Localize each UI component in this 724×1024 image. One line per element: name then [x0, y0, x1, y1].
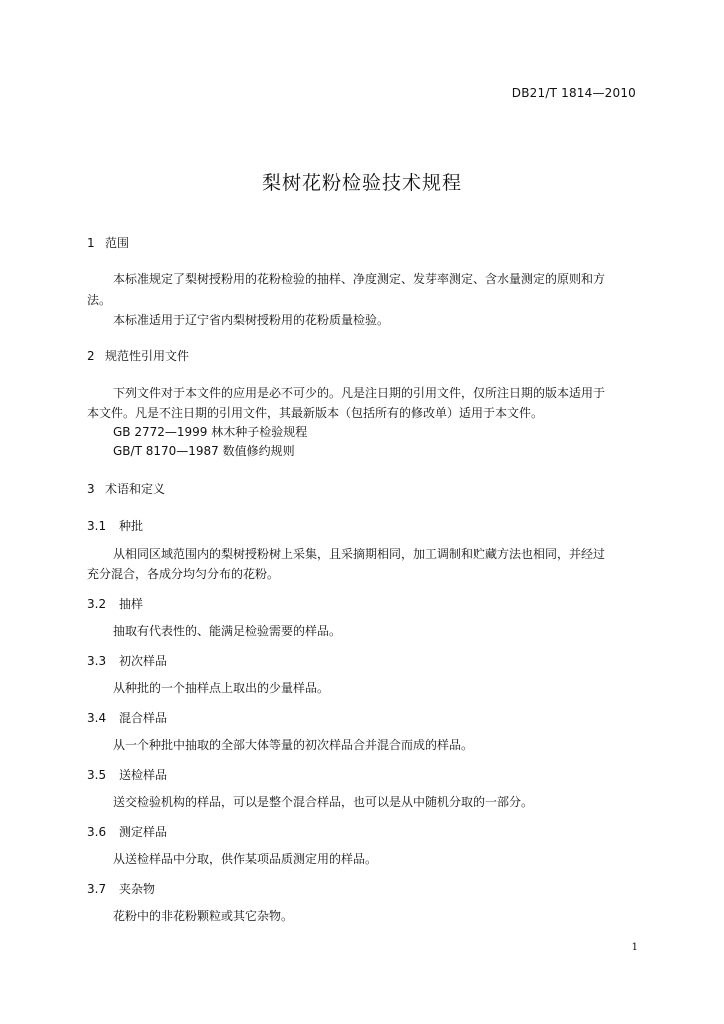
section-2-ref1: GB 2772—1999 林木种子检验规程 — [113, 425, 308, 439]
term-3-1-line2: 充分混合，各成分均匀分布的花粉。 — [87, 567, 280, 581]
section-2-heading — [87, 347, 189, 365]
section-heading-text: 规范性引用文件 — [105, 349, 190, 363]
term-number: 3.4 — [87, 711, 107, 725]
section-2-para-line2: 本文件。凡是不注日期的引用文件，其最新版本（包括所有的修改单）适用于本文件。 — [87, 406, 544, 420]
term-3-4-line1: 从一个种批中抽取的全部大体等量的初次样品合并混合而成的样品。 — [113, 738, 474, 752]
term-3-3-heading — [87, 652, 167, 670]
term-3-7-line1: 花粉中的非花粉颗粒或其它杂物。 — [113, 909, 294, 923]
term-number: 3.2 — [87, 597, 107, 611]
section-number: 2 — [87, 349, 95, 363]
term-heading-text: 送检样品 — [119, 768, 168, 782]
term-heading-text: 抽样 — [119, 597, 144, 611]
document-title: 梨树花粉检验技术规程 — [261, 172, 462, 194]
term-3-3-line1: 从种批的一个抽样点上取出的少量样品。 — [113, 681, 330, 695]
header-code: DB21/T 1814—2010 — [511, 86, 636, 100]
term-heading-text: 种批 — [119, 519, 144, 533]
section-1-para1-line2: 法。 — [87, 293, 112, 307]
section-1-para1-line1: 本标准规定了梨树授粉用的花粉检验的抽样、净度测定、发芽率测定、含水量测定的原则和方 — [113, 272, 606, 286]
term-3-6-line1: 从送检样品中分取，供作某项品质测定用的样品。 — [113, 852, 378, 866]
page-number: 1 — [631, 942, 638, 953]
term-number: 3.3 — [87, 654, 107, 668]
term-3-2-line1: 抽取有代表性的、能满足检验需要的样品。 — [113, 624, 342, 638]
section-heading-text: 术语和定义 — [105, 482, 166, 496]
section-2-para-line1: 下列文件对于本文件的应用是必不可少的。凡是注日期的引用文件，仅所注日期的版本适用于 — [113, 386, 606, 400]
term-3-5-heading — [87, 766, 167, 784]
term-3-6-heading — [87, 823, 167, 841]
term-3-1-line1: 从相同区域范围内的梨树授粉树上采集，且采摘期相同，加工调制和贮藏方法也相同，并经过 — [113, 547, 606, 561]
term-number: 3.7 — [87, 882, 107, 896]
section-number: 3 — [87, 482, 95, 496]
term-number: 3.5 — [87, 768, 107, 782]
term-number: 3.1 — [87, 519, 107, 533]
term-3-2-heading — [87, 595, 143, 613]
section-1-para2: 本标准适用于辽宁省内梨树授粉用的花粉质量检验。 — [113, 313, 390, 327]
term-number: 3.6 — [87, 825, 107, 839]
section-3-heading — [87, 480, 165, 498]
term-3-4-heading — [87, 709, 167, 727]
section-number: 1 — [87, 236, 95, 250]
term-3-7-heading — [87, 880, 155, 898]
term-heading-text: 夹杂物 — [119, 882, 156, 896]
term-heading-text: 混合样品 — [119, 711, 168, 725]
section-2-ref2: GB/T 8170—1987 数值修约规则 — [113, 444, 295, 458]
term-3-1-heading — [87, 517, 143, 535]
term-3-5-line1: 送交检验机构的样品，可以是整个混合样品，也可以是从中随机分取的一部分。 — [113, 795, 534, 809]
term-heading-text: 测定样品 — [119, 825, 168, 839]
section-1-heading — [87, 234, 129, 252]
section-heading-text: 范围 — [105, 236, 130, 250]
term-heading-text: 初次样品 — [119, 654, 168, 668]
